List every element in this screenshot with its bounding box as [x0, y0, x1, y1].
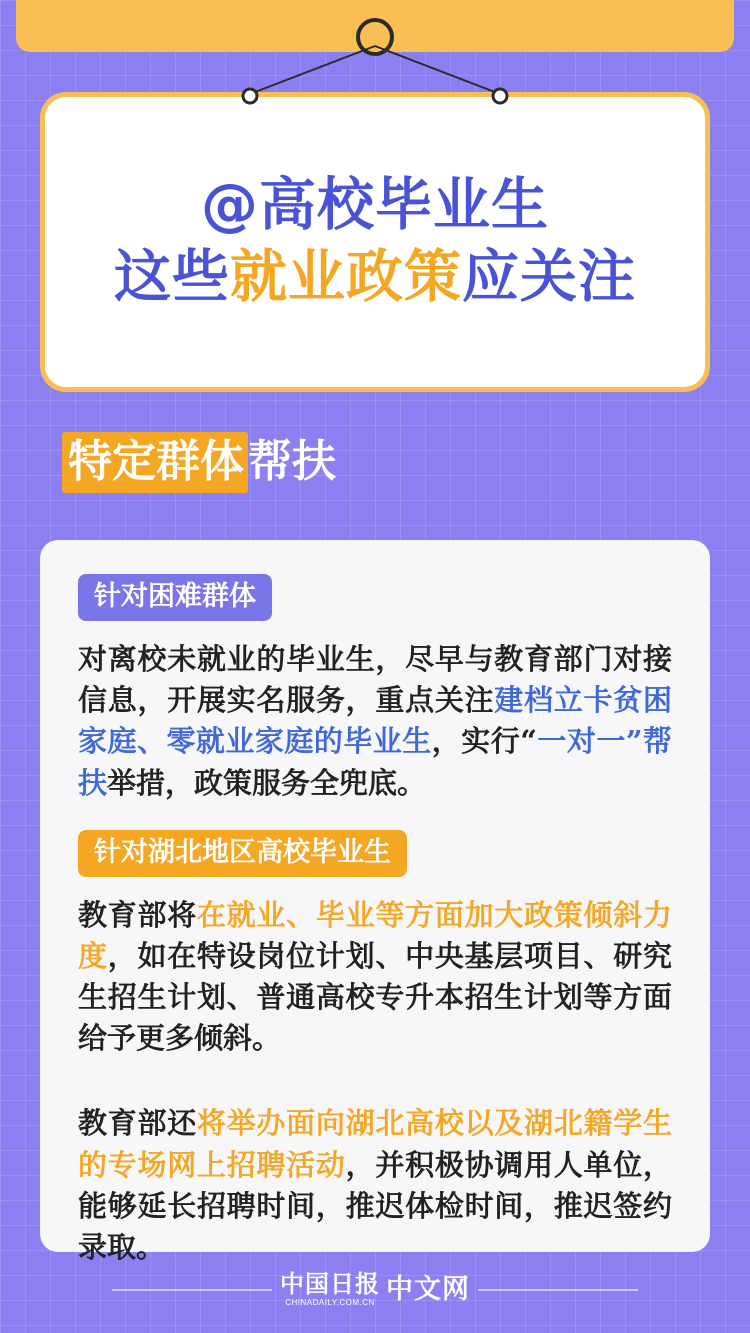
- footer: [0, 1269, 750, 1307]
- title-highlight: 就业政策: [230, 244, 462, 310]
- spacer: [78, 1059, 672, 1085]
- content-block: [78, 830, 672, 1060]
- block-paragraph: [78, 1103, 672, 1268]
- content-block: [78, 574, 672, 804]
- text-run: ，实行“: [431, 724, 537, 759]
- title-prefix: 这些: [114, 244, 230, 310]
- block-paragraph: [78, 895, 672, 1060]
- block-paragraph: [78, 639, 672, 804]
- footer-divider-right: [478, 1289, 638, 1291]
- content-card: [40, 540, 710, 1264]
- text-run-highlight: 建档立卡贫困家庭、零就业家庭的毕业生: [78, 683, 672, 759]
- content-block: [78, 1103, 672, 1268]
- page-title-line-1: @高校毕业生: [201, 172, 549, 239]
- text-run-highlight: 将举办面向湖北高校以及湖北籍学生的专场网上招聘活动: [78, 1106, 672, 1182]
- logo-sub-label: 中文网: [386, 1274, 470, 1305]
- logo-english-name: CHINADAILY.COM.CN: [285, 1298, 375, 1307]
- text-run: ，如在特设岗位计划、中央基层项目、研究生招生计划、普通高校专升本招生计划等方面给予更多倾斜。: [78, 938, 672, 1056]
- section-heading-marked: 特定群体: [62, 432, 248, 493]
- text-run: 教育部还: [78, 1106, 197, 1141]
- title-suffix: 应关注: [462, 244, 636, 310]
- title-card: [40, 92, 710, 392]
- text-run-highlight: 一对一”帮扶: [78, 724, 672, 800]
- block-chip: 针对湖北地区高校毕业生: [78, 830, 407, 877]
- section-heading: [62, 436, 336, 487]
- spacer: [78, 804, 672, 830]
- text-run: ，并积极协调用人单位，能够延长招聘时间，推迟体检时间，推迟签约录取。: [78, 1147, 672, 1264]
- block-chip: 针对困难群体: [78, 574, 272, 621]
- text-run-highlight: 在就业、毕业等方面加大政策倾斜力度: [78, 897, 672, 973]
- hanger-decoration: [0, 16, 750, 111]
- footer-divider-left: [112, 1289, 272, 1291]
- text-run: 举措，政策服务全兜底。: [107, 765, 427, 800]
- text-run: 教育部将: [78, 897, 197, 932]
- page-title-line-2: [114, 245, 636, 311]
- logo-chinese-name: 中国日报: [280, 1269, 380, 1298]
- text-run: 对离校未就业的毕业生，尽早与教育部门对接信息，开展实名服务，重点关注: [78, 642, 672, 718]
- section-heading-rest: 帮扶: [248, 436, 336, 487]
- site-logo: [280, 1269, 470, 1307]
